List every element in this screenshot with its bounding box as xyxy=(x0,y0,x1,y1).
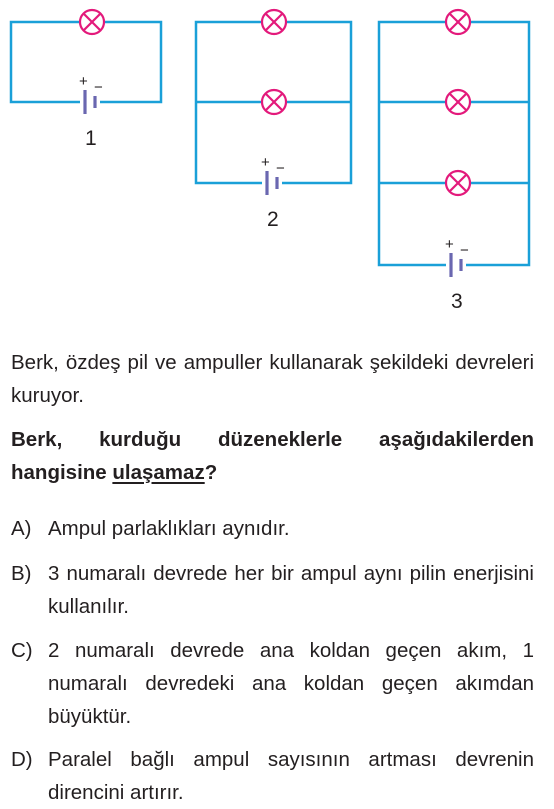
circuit-1 xyxy=(11,10,161,150)
option-d-letter: D) xyxy=(11,748,33,771)
circuit-1-plus-sign: + xyxy=(79,73,88,90)
option-d[interactable] xyxy=(11,743,534,809)
option-a[interactable] xyxy=(11,512,534,545)
circuit-2-plus-sign: + xyxy=(261,154,270,171)
circuit-diagrams xyxy=(0,0,554,330)
circuit-1-number: 1 xyxy=(85,127,97,150)
circuit-3-lamp-icon-bottom xyxy=(446,171,470,195)
option-b[interactable] xyxy=(11,557,534,623)
circuit-3-number: 3 xyxy=(451,290,463,313)
question-prompt xyxy=(11,423,534,489)
question-mark: ? xyxy=(204,461,218,484)
circuit-2-minus-sign: − xyxy=(276,160,285,177)
circuit-2-lamp-icon-top xyxy=(262,10,286,34)
circuit-3-wire xyxy=(379,22,529,265)
circuit-3-minus-sign: − xyxy=(460,242,469,259)
circuit-3-plus-sign: + xyxy=(445,236,454,253)
circuit-1-minus-sign: − xyxy=(94,79,103,96)
option-a-letter: A) xyxy=(11,517,32,540)
circuit-1-lamp-icon xyxy=(80,10,104,34)
option-b-text: 3 numaralı devrede her bir ampul aynı pilin enerjisini kullanılır. xyxy=(48,562,534,618)
question-prompt-text: Berk, kurduğu düzeneklerle aşağıdakilerden hangisine xyxy=(11,428,534,484)
circuit-2 xyxy=(196,10,351,231)
circuit-3-lamp-icon-middle xyxy=(446,90,470,114)
question-negation-underlined: ulaşamaz xyxy=(112,461,205,484)
circuit-3-lamp-icon-top xyxy=(446,10,470,34)
circuit-2-lamp-icon-middle xyxy=(262,90,286,114)
option-b-letter: B) xyxy=(11,562,32,585)
circuit-2-number: 2 xyxy=(267,208,279,231)
option-a-text: Ampul parlaklıkları aynıdır. xyxy=(48,517,290,540)
option-d-text: Paralel bağlı ampul sayısının artması devrenin direncini artırır. xyxy=(48,748,534,804)
option-c[interactable] xyxy=(11,634,534,733)
circuit-3 xyxy=(379,10,529,313)
option-c-letter: C) xyxy=(11,639,33,662)
option-c-text: 2 numaralı devrede ana koldan geçen akım, 1 numaralı devredeki ana koldan geçen akımdan büyüktür. xyxy=(48,639,534,728)
question-intro: Berk, özdeş pil ve ampuller kullanarak şekildeki devreleri kuruyor. xyxy=(11,351,534,407)
